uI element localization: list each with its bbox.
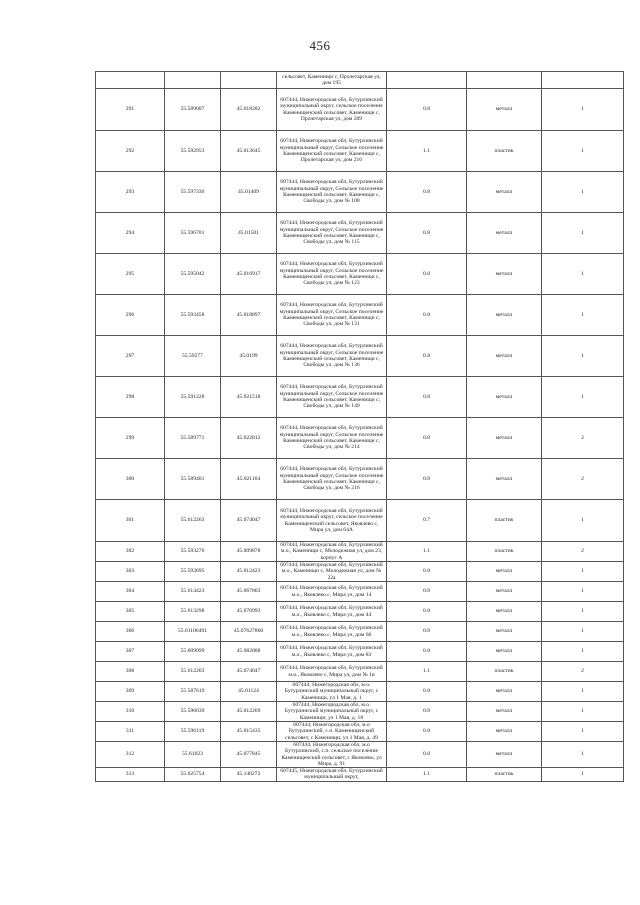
cell-lon: 45.013645 <box>221 131 277 172</box>
cell-lon: 45.021518 <box>221 377 277 418</box>
cell-count: 1 <box>542 642 624 662</box>
cell-num <box>96 72 165 89</box>
cell-material: металл <box>467 622 542 642</box>
table-row <box>96 562 624 582</box>
cell-size: 1.1 <box>387 768 467 782</box>
cell-count: 1 <box>542 602 624 622</box>
cell-size: 0.8 <box>387 682 467 702</box>
cell-material: металл <box>467 254 542 295</box>
cell-lat: 55.614423 <box>165 582 221 602</box>
cell-count: 1 <box>542 742 624 768</box>
cell-count: 1 <box>542 254 624 295</box>
cell-material <box>467 72 542 89</box>
cell-lon: 45.0199 <box>221 336 277 377</box>
cell-material: металл <box>467 213 542 254</box>
cell-num: 291 <box>96 89 165 131</box>
cell-num: 310 <box>96 702 165 722</box>
cell-lon: 45.082008 <box>221 642 277 662</box>
cell-num: 307 <box>96 642 165 662</box>
cell-count: 1 <box>542 622 624 642</box>
cell-num: 292 <box>96 131 165 172</box>
cell-count: 1 <box>542 131 624 172</box>
cell-addr: 607444, Нижегородская обл, Бутурлинский муниципальный округ, сельское поселение Каменищенский сельсовет, Яковлево с, Мира ул, дом 64А <box>277 500 387 542</box>
cell-num: 306 <box>96 622 165 642</box>
cell-count: 1 <box>542 336 624 377</box>
cell-addr: 607444, Нижегородская обл, Бутурлинский муниципальный округ, Сельское поселение Каменищенский сельсовет, Каменищи с, Пролетарская ул, дом 216 <box>277 131 387 172</box>
cell-material: пластик <box>467 500 542 542</box>
cell-count: 2 <box>542 662 624 682</box>
cell-num: 311 <box>96 722 165 742</box>
cell-material: металл <box>467 295 542 336</box>
cell-num: 302 <box>96 542 165 562</box>
cell-size: 1.1 <box>387 131 467 172</box>
cell-count: 1 <box>542 768 624 782</box>
cell-size: 0.8 <box>387 622 467 642</box>
cell-num: 295 <box>96 254 165 295</box>
cell-lon: 45.01501 <box>221 213 277 254</box>
cell-lat: 55.589007 <box>165 89 221 131</box>
cell-lon: 45.074047 <box>221 500 277 542</box>
cell-size: 0.8 <box>387 172 467 213</box>
cell-material: металл <box>467 602 542 622</box>
table-row <box>96 295 624 336</box>
table-row <box>96 622 624 642</box>
cell-lat: 55.612263 <box>165 662 221 682</box>
cell-lat <box>165 72 221 89</box>
cell-num: 303 <box>96 562 165 582</box>
cell-size: 0.8 <box>387 459 467 500</box>
table-row <box>96 542 624 562</box>
cell-addr: 607444, Нижегородская обл, Бутурлинский м.о., Яковлево с, Мира ул, дом 44 <box>277 602 387 622</box>
table-row <box>96 131 624 172</box>
cell-size: 0.8 <box>387 418 467 459</box>
cell-lon: 45.009878 <box>221 542 277 562</box>
table-row <box>96 418 624 459</box>
cell-count: 1 <box>542 295 624 336</box>
cell-addr: 607444, Нижегородская обл, Бутурлинский муниципальный округ, Сельское поселение Каменищенский сельсовет, Каменищи с, Свободы ул, дом № 214 <box>277 418 387 459</box>
cell-num: 294 <box>96 213 165 254</box>
cell-lon: 45.140272 <box>221 768 277 782</box>
cell-size: 0.8 <box>387 89 467 131</box>
cell-lon <box>221 72 277 89</box>
cell-material: металл <box>467 742 542 768</box>
cell-material: металл <box>467 702 542 722</box>
cell-lon: 45.07627860 <box>221 622 277 642</box>
cell-lat: 55.591228 <box>165 377 221 418</box>
cell-lon: 45.012423 <box>221 562 277 582</box>
cell-size: 0.8 <box>387 562 467 582</box>
cell-addr: 607444, Нижегородская обл, Бутурлинский м.о., Яковлево с, Мира ул, дом 66 <box>277 622 387 642</box>
table-row <box>96 702 624 722</box>
cell-num: 301 <box>96 500 165 542</box>
cell-material: металл <box>467 377 542 418</box>
cell-count: 1 <box>542 682 624 702</box>
cell-lat: 55.609099 <box>165 642 221 662</box>
page-number: 456 <box>309 38 331 53</box>
cell-lat: 55.593276 <box>165 542 221 562</box>
cell-count: 2 <box>542 459 624 500</box>
cell-count: 1 <box>542 702 624 722</box>
cell-lat: 55.625754 <box>165 768 221 782</box>
cell-lat: 55.596701 <box>165 213 221 254</box>
cell-lat: 55.592953 <box>165 131 221 172</box>
cell-material: металл <box>467 336 542 377</box>
cell-material: металл <box>467 562 542 582</box>
cell-count: 1 <box>542 722 624 742</box>
cell-num: 298 <box>96 377 165 418</box>
cell-lon: 45.016917 <box>221 254 277 295</box>
cell-lat: 55.597336 <box>165 172 221 213</box>
table-row <box>96 642 624 662</box>
waste-container-table <box>95 71 624 782</box>
table-row <box>96 172 624 213</box>
cell-material: пластик <box>467 131 542 172</box>
cell-lat: 55.589401 <box>165 459 221 500</box>
cell-addr: 607444, Нижегородская обл, Бутурлинский м.о., Каменищи с, Молодежная ул, дом № 22а <box>277 562 387 582</box>
cell-num: 312 <box>96 742 165 768</box>
cell-num: 309 <box>96 682 165 702</box>
cell-lat: 55.593695 <box>165 562 221 582</box>
cell-size: 1.1 <box>387 662 467 682</box>
cell-lat: 55.613298 <box>165 602 221 622</box>
cell-count: 2 <box>542 542 624 562</box>
cell-material: пластик <box>467 542 542 562</box>
cell-material: металл <box>467 582 542 602</box>
table-row <box>96 582 624 602</box>
cell-count: 1 <box>542 213 624 254</box>
table-row <box>96 72 624 89</box>
cell-count <box>542 72 624 89</box>
cell-num: 313 <box>96 768 165 782</box>
cell-size: 0.7 <box>387 500 467 542</box>
cell-size: 0.8 <box>387 254 467 295</box>
cell-size: 0.8 <box>387 336 467 377</box>
table-row <box>96 722 624 742</box>
cell-lon: 45.018282 <box>221 89 277 131</box>
cell-size: 0.8 <box>387 602 467 622</box>
cell-count: 1 <box>542 582 624 602</box>
cell-count: 1 <box>542 172 624 213</box>
cell-lat: 55.587619 <box>165 682 221 702</box>
table-row <box>96 500 624 542</box>
cell-lon: 45.021164 <box>221 459 277 500</box>
cell-addr: 607444, Нижегородская обл, Бутурлинский муниципальный округ, Сельское поселение Каменищенский сельсовет, Каменищи с, Свободы ул, дом № 131 <box>277 295 387 336</box>
cell-lon: 45.015435 <box>221 722 277 742</box>
cell-lat: 55.612263 <box>165 500 221 542</box>
cell-size: 0.8 <box>387 377 467 418</box>
cell-size: 0.8 <box>387 702 467 722</box>
cell-addr: 607444, Нижегородская обл, м.о. Бутурлинский муниципальный округ, с Каменищи, ул 1 Мая, д. 1 <box>277 682 387 702</box>
cell-lon: 45.022812 <box>221 418 277 459</box>
cell-addr: 607444, Нижегородская обл, Бутурлинский муниципальный округ, Сельское поселение Каменищенский сельсовет, Каменищи с, Свободы ул, дом № 149 <box>277 377 387 418</box>
cell-addr: 607444, Нижегородская обл, Бутурлинский муниципальный округ, Сельское поселение Каменищенский сельсовет, Каменищи с, Свободы ул, дом № 115 <box>277 213 387 254</box>
cell-size: 0.8 <box>387 582 467 602</box>
cell-size: 1.1 <box>387 542 467 562</box>
cell-addr: 607444, Нижегородская обл, Бутурлинский м.о., Каменищи с, Молодежная ул, дом 23, корпус А <box>277 542 387 562</box>
cell-material: металл <box>467 172 542 213</box>
cell-lat: 55.61023 <box>165 742 221 768</box>
cell-addr: 607445, Нижегородская обл, Бутурлинский муниципальный округ, <box>277 768 387 782</box>
table-row <box>96 89 624 131</box>
cell-num: 293 <box>96 172 165 213</box>
cell-count: 1 <box>542 89 624 131</box>
table-row <box>96 682 624 702</box>
cell-addr: 607444, Нижегородская обл, Бутурлинский муниципальный округ, Сельское поселение Каменищенский сельсовет, Каменищи с, Свободы ул, дом № 216 <box>277 459 387 500</box>
table-row <box>96 377 624 418</box>
cell-lat: 55.596119 <box>165 722 221 742</box>
cell-lon: 45.01124 <box>221 682 277 702</box>
cell-size <box>387 72 467 89</box>
table-row <box>96 213 624 254</box>
cell-count: 1 <box>542 377 624 418</box>
cell-lat: 55.589771 <box>165 418 221 459</box>
cell-size: 0.8 <box>387 742 467 768</box>
table-row <box>96 459 624 500</box>
cell-lon: 45.01409 <box>221 172 277 213</box>
cell-num: 299 <box>96 418 165 459</box>
cell-lon: 45.012269 <box>221 702 277 722</box>
table-row <box>96 742 624 768</box>
cell-addr: 607444, Нижегородская обл, м.о Бутурлинский, с.п. Каменищенский сельсовет, с Каменищи, ул 1 Мая, д. 49 <box>277 722 387 742</box>
cell-material: пластик <box>467 768 542 782</box>
cell-addr: 607444, Нижегородская обл, Бутурлинский муниципальный округ, Сельское поселение Каменищенский сельсовет, Каменищи с, Свободы ул, дом № 123 <box>277 254 387 295</box>
cell-lon: 45.074047 <box>221 662 277 682</box>
cell-material: металл <box>467 722 542 742</box>
cell-num: 304 <box>96 582 165 602</box>
cell-lat: 55.595042 <box>165 254 221 295</box>
table-row <box>96 336 624 377</box>
cell-lon: 45.067863 <box>221 582 277 602</box>
table-row <box>96 662 624 682</box>
cell-material: металл <box>467 89 542 131</box>
cell-addr: 607444, Нижегородская обл, Бутурлинский м.о., Яковлево с, Мира ул, дом 14 <box>277 582 387 602</box>
cell-lat: 55.61106491 <box>165 622 221 642</box>
cell-size: 0.8 <box>387 295 467 336</box>
cell-count: 1 <box>542 500 624 542</box>
cell-lon: 45.018897 <box>221 295 277 336</box>
cell-addr: 607444, Нижегородская обл, м.о Бутурлинский, с.п. сельское поселение Каменищенский сельсовет, с Яковлево, ул Мира, д. 91 <box>277 742 387 768</box>
table-row <box>96 768 624 782</box>
cell-material: металл <box>467 418 542 459</box>
cell-lon: 45.077845 <box>221 742 277 768</box>
cell-lat: 55.59277 <box>165 336 221 377</box>
cell-lon: 45.070993 <box>221 602 277 622</box>
cell-material: металл <box>467 459 542 500</box>
cell-addr: 607444, Нижегородская обл, Бутурлинский м.о., Яковлево с, Мира ул, дом № 1в <box>277 662 387 682</box>
cell-addr: сельсовет, Каменищи с, Пролетарская ул, дом 195 <box>277 72 387 89</box>
cell-addr: 607444, Нижегородская обл, м.о. Бутурлинский муниципальный округ, с Каменищи, ул 1 Мая, д. 18 <box>277 702 387 722</box>
cell-count: 1 <box>542 562 624 582</box>
cell-num: 305 <box>96 602 165 622</box>
cell-size: 0.8 <box>387 642 467 662</box>
cell-size: 0.8 <box>387 722 467 742</box>
cell-addr: 607444, Нижегородская обл, Бутурлинский м.о., Яковлево с, Мира ул, дом 83 <box>277 642 387 662</box>
cell-addr: 607444, Нижегородская обл, Бутурлинский муниципальный округ, Сельское поселение Каменищенский сельсовет, Каменищи с, Свободы ул, дом № 136 <box>277 336 387 377</box>
cell-addr: 607444, Нижегородская обл, Бутурлинский муниципальный округ, Сельское поселение Каменищенский сельсовет, Каменищи с, Свободы ул, дом № 108 <box>277 172 387 213</box>
table-row <box>96 602 624 622</box>
cell-addr: 607444, Нижегородская обл, Бутурлинский муниципальный округ, сельское поселение Каменищенский сельсовет, Каменищи с, Пролетарская ул, дом 209 <box>277 89 387 131</box>
cell-count: 2 <box>542 418 624 459</box>
table-row <box>96 254 624 295</box>
cell-num: 297 <box>96 336 165 377</box>
cell-size: 0.8 <box>387 213 467 254</box>
cell-lat: 55.593458 <box>165 295 221 336</box>
cell-num: 300 <box>96 459 165 500</box>
cell-num: 308 <box>96 662 165 682</box>
cell-material: металл <box>467 642 542 662</box>
cell-material: металл <box>467 682 542 702</box>
cell-num: 296 <box>96 295 165 336</box>
cell-material: пластик <box>467 662 542 682</box>
cell-lat: 55.596639 <box>165 702 221 722</box>
